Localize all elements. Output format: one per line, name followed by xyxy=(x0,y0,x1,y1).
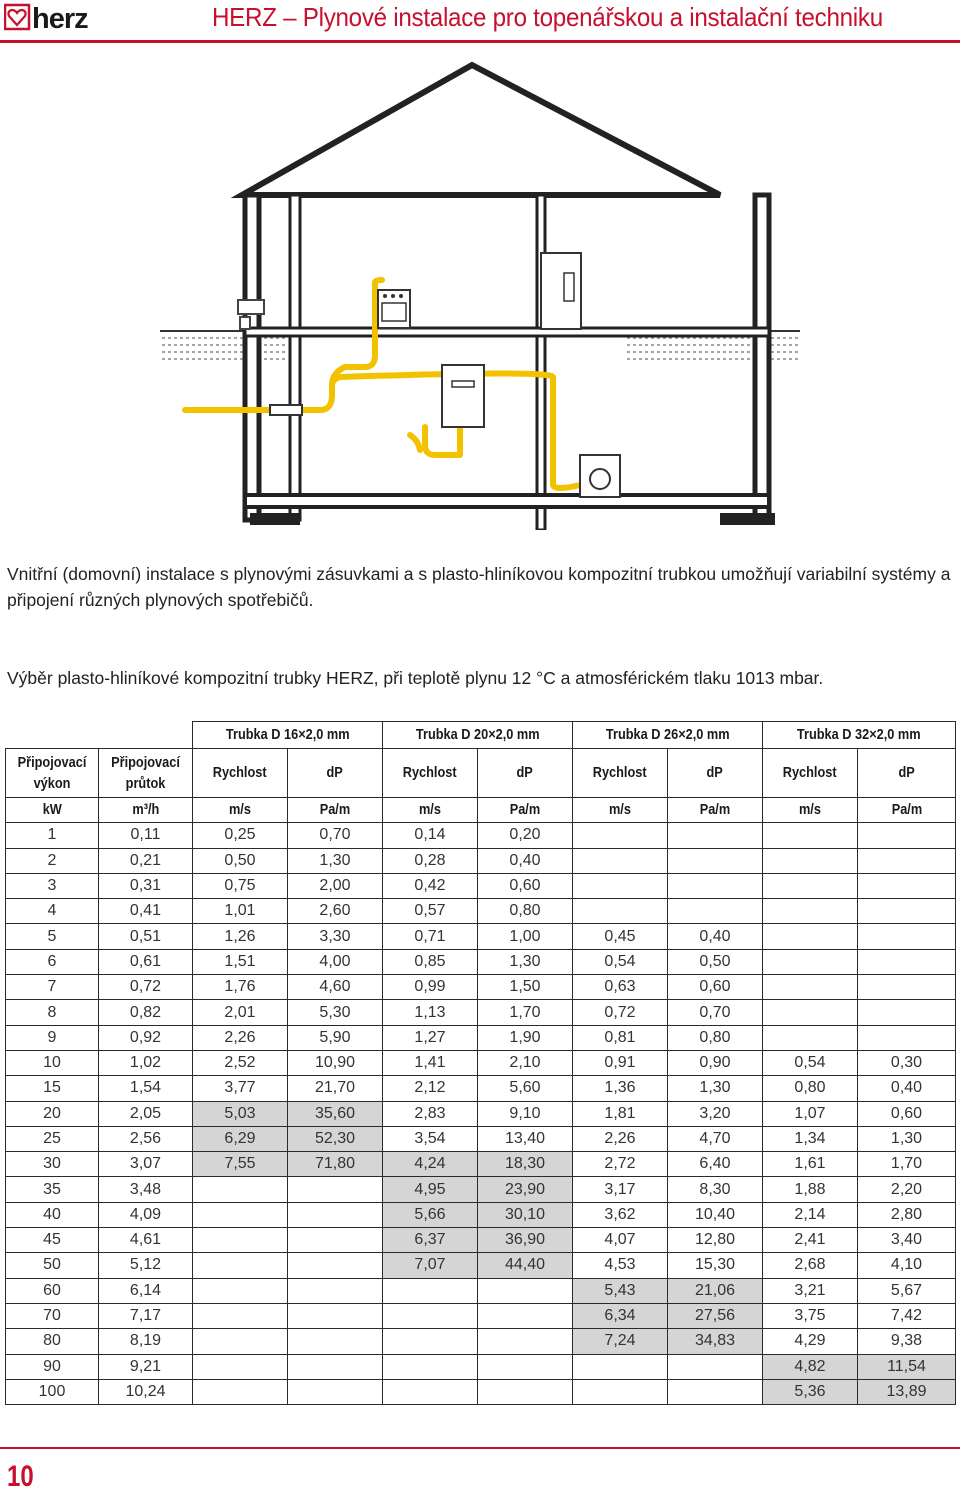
table-cell: 0,50 xyxy=(193,848,288,873)
table-cell: 0,90 xyxy=(668,1050,763,1075)
table-cell: 0,30 xyxy=(858,1050,956,1075)
table-cell: 1,34 xyxy=(763,1126,858,1151)
table-cell: 2,00 xyxy=(288,873,383,898)
table-cell: 2,26 xyxy=(193,1025,288,1050)
table-cell: 1,61 xyxy=(763,1152,858,1177)
table-cell: 30,10 xyxy=(478,1202,573,1227)
table-row xyxy=(6,1354,956,1379)
table-cell xyxy=(288,1177,383,1202)
group-header: Trubka D 32×2,0 mm xyxy=(763,722,956,749)
intro-paragraph: Vnitřní (domovní) instalace s plynovými zásuvkami a s plasto-hliníkovou kompozitní trubkou umožňují variabilní systémy a připojení různých plynových spotřebičů. xyxy=(7,564,951,610)
empty-corner xyxy=(6,722,193,749)
table-cell: 0,42 xyxy=(383,873,478,898)
table-cell xyxy=(763,848,858,873)
table-cell: 7,55 xyxy=(193,1152,288,1177)
table-cell: 3,20 xyxy=(668,1101,763,1126)
table-cell: 3,30 xyxy=(288,924,383,949)
table-cell xyxy=(668,1354,763,1379)
pipe-selection-table xyxy=(5,721,956,1405)
table-cell: 0,81 xyxy=(573,1025,668,1050)
table-row xyxy=(6,873,956,898)
table-cell xyxy=(193,1329,288,1354)
table-cell: 11,54 xyxy=(858,1354,956,1379)
table-row xyxy=(6,1228,956,1253)
table-cell: 0,11 xyxy=(99,823,193,848)
table-cell: 5,36 xyxy=(763,1379,858,1404)
table-cell: 0,40 xyxy=(478,848,573,873)
table-row xyxy=(6,1050,956,1075)
table-row xyxy=(6,1278,956,1303)
table-cell: 1,51 xyxy=(193,949,288,974)
table-cell: 9,10 xyxy=(478,1101,573,1126)
table-cell: 0,57 xyxy=(383,899,478,924)
table-cell: 0,28 xyxy=(383,848,478,873)
table-cell: 0,71 xyxy=(383,924,478,949)
table-cell: 27,56 xyxy=(668,1303,763,1328)
table-cell: 1,00 xyxy=(478,924,573,949)
table-cell: 2,60 xyxy=(288,899,383,924)
table-cell: 4,29 xyxy=(763,1329,858,1354)
table-cell: 60 xyxy=(6,1278,99,1303)
table-cell xyxy=(288,1202,383,1227)
table-row xyxy=(6,1202,956,1227)
table-cell: 3,21 xyxy=(763,1278,858,1303)
table-cell: 0,25 xyxy=(193,823,288,848)
table-cell: 18,30 xyxy=(478,1152,573,1177)
sub-header: dP xyxy=(288,749,383,798)
table-cell: 4,60 xyxy=(288,975,383,1000)
sub-header: Rychlost xyxy=(193,749,288,798)
table-cell: 1,01 xyxy=(193,899,288,924)
table-row xyxy=(6,1379,956,1404)
table-cell xyxy=(478,1278,573,1303)
table-cell xyxy=(573,873,668,898)
table-cell xyxy=(858,975,956,1000)
table-cell xyxy=(668,873,763,898)
table-cell xyxy=(478,1354,573,1379)
table-cell xyxy=(858,1025,956,1050)
table-cell: 0,80 xyxy=(668,1025,763,1050)
table-cell: 2,72 xyxy=(573,1152,668,1177)
table-cell xyxy=(288,1228,383,1253)
table-cell: 30 xyxy=(6,1152,99,1177)
table-cell: 4,10 xyxy=(858,1253,956,1278)
table-row xyxy=(6,924,956,949)
table-cell: 0,41 xyxy=(99,899,193,924)
table-cell xyxy=(858,848,956,873)
table-cell xyxy=(288,1253,383,1278)
table-cell: 35 xyxy=(6,1177,99,1202)
sub-header: dP xyxy=(668,749,763,798)
table-row xyxy=(6,848,956,873)
table-cell: 0,85 xyxy=(383,949,478,974)
table-cell: 5,66 xyxy=(383,1202,478,1227)
table-cell xyxy=(193,1202,288,1227)
table-cell: 8,30 xyxy=(668,1177,763,1202)
table-cell: 3,48 xyxy=(99,1177,193,1202)
table-cell xyxy=(478,1379,573,1404)
unit-cell: m/s xyxy=(573,798,668,823)
table-cell xyxy=(573,1379,668,1404)
table-cell: 0,61 xyxy=(99,949,193,974)
table-cell: 1,76 xyxy=(193,975,288,1000)
table-cell: 0,40 xyxy=(858,1076,956,1101)
table-row xyxy=(6,1076,956,1101)
table-cell xyxy=(193,1177,288,1202)
selection-paragraph: Výběr plasto-hliníkové kompozitní trubky HERZ, při teplotě plynu 12 °C a atmosférickém tlaku 1013 mbar. xyxy=(7,668,824,688)
table-cell: 0,63 xyxy=(573,975,668,1000)
table-cell: 1,27 xyxy=(383,1025,478,1050)
table-cell: 5,12 xyxy=(99,1253,193,1278)
table-cell: 5,03 xyxy=(193,1101,288,1126)
table-cell: 4,24 xyxy=(383,1152,478,1177)
table-cell: 0,60 xyxy=(858,1101,956,1126)
table-cell: 5,43 xyxy=(573,1278,668,1303)
table-cell: 6,14 xyxy=(99,1278,193,1303)
table-row xyxy=(6,949,956,974)
sub-header: Rychlost xyxy=(573,749,668,798)
table-cell: 5 xyxy=(6,924,99,949)
table-cell: 70 xyxy=(6,1303,99,1328)
table-cell: 80 xyxy=(6,1329,99,1354)
table-cell: 7,07 xyxy=(383,1253,478,1278)
table-cell: 2,01 xyxy=(193,1000,288,1025)
table-cell xyxy=(763,873,858,898)
table-cell: 15,30 xyxy=(668,1253,763,1278)
table-cell xyxy=(573,823,668,848)
table-cell: 3,54 xyxy=(383,1126,478,1151)
table-cell: 10,90 xyxy=(288,1050,383,1075)
table-cell: 2,14 xyxy=(763,1202,858,1227)
table-cell xyxy=(288,1278,383,1303)
table-cell: 2,56 xyxy=(99,1126,193,1151)
svg-text:herz: herz xyxy=(32,3,88,33)
table-cell xyxy=(383,1303,478,1328)
table-cell: 1,90 xyxy=(478,1025,573,1050)
table-cell: 7 xyxy=(6,975,99,1000)
unit-cell: Pa/m xyxy=(288,798,383,823)
unit-cell: m/s xyxy=(193,798,288,823)
page-header xyxy=(0,0,960,44)
table-cell: 9,21 xyxy=(99,1354,193,1379)
table-cell: 1,41 xyxy=(383,1050,478,1075)
table-cell xyxy=(193,1379,288,1404)
table-cell: 100 xyxy=(6,1379,99,1404)
unit-cell: Pa/m xyxy=(478,798,573,823)
table-cell xyxy=(763,1025,858,1050)
table-row xyxy=(6,823,956,848)
table-cell xyxy=(573,1354,668,1379)
sub-header: Rychlost xyxy=(763,749,858,798)
table-cell: 0,72 xyxy=(99,975,193,1000)
table-cell xyxy=(288,1303,383,1328)
sub-header: Rychlost xyxy=(383,749,478,798)
table-cell: 1,70 xyxy=(858,1152,956,1177)
table-cell: 0,80 xyxy=(478,899,573,924)
footer-rule xyxy=(0,1447,960,1449)
table-cell: 0,54 xyxy=(573,949,668,974)
table-cell: 15 xyxy=(6,1076,99,1101)
table-cell: 21,70 xyxy=(288,1076,383,1101)
table-cell: 9,38 xyxy=(858,1329,956,1354)
header-rule xyxy=(0,40,960,43)
table-cell: 1,02 xyxy=(99,1050,193,1075)
table-cell xyxy=(288,1329,383,1354)
table-cell xyxy=(668,823,763,848)
table-cell: 13,89 xyxy=(858,1379,956,1404)
group-header-row xyxy=(6,722,956,749)
table-cell: 7,24 xyxy=(573,1329,668,1354)
table-cell: 0,60 xyxy=(668,975,763,1000)
unit-cell: kW xyxy=(6,798,99,823)
table-cell: 35,60 xyxy=(288,1101,383,1126)
unit-cell: m/s xyxy=(763,798,858,823)
table-cell: 7,42 xyxy=(858,1303,956,1328)
table-cell: 23,90 xyxy=(478,1177,573,1202)
table-cell: 1,07 xyxy=(763,1101,858,1126)
table-cell: 6,37 xyxy=(383,1228,478,1253)
table-row xyxy=(6,1000,956,1025)
table-cell: 1,30 xyxy=(478,949,573,974)
table-cell xyxy=(478,1329,573,1354)
table-cell xyxy=(858,873,956,898)
table-cell: 10,40 xyxy=(668,1202,763,1227)
table-cell: 2,20 xyxy=(858,1177,956,1202)
table-cell: 2,41 xyxy=(763,1228,858,1253)
table-cell: 1,30 xyxy=(858,1126,956,1151)
table-cell: 5,60 xyxy=(478,1076,573,1101)
table-cell: 2,12 xyxy=(383,1076,478,1101)
table-cell: 0,14 xyxy=(383,823,478,848)
table-row xyxy=(6,975,956,1000)
table-cell xyxy=(858,899,956,924)
table-cell: 0,92 xyxy=(99,1025,193,1050)
table-cell: 34,83 xyxy=(668,1329,763,1354)
table-cell: 0,31 xyxy=(99,873,193,898)
table-row xyxy=(6,1303,956,1328)
table-cell: 20 xyxy=(6,1101,99,1126)
table-cell: 2,05 xyxy=(99,1101,193,1126)
table-cell xyxy=(858,949,956,974)
table-cell: 0,70 xyxy=(668,1000,763,1025)
table-cell: 1,13 xyxy=(383,1000,478,1025)
table-cell: 5,30 xyxy=(288,1000,383,1025)
table-cell xyxy=(383,1354,478,1379)
table-cell: 52,30 xyxy=(288,1126,383,1151)
power-header: Připojovací výkon xyxy=(6,749,99,798)
table-cell xyxy=(763,823,858,848)
column-header-row xyxy=(6,749,956,798)
table-cell xyxy=(858,924,956,949)
group-header: Trubka D 26×2,0 mm xyxy=(573,722,763,749)
table-cell: 0,91 xyxy=(573,1050,668,1075)
table-cell: 10 xyxy=(6,1050,99,1075)
table-cell: 0,80 xyxy=(763,1076,858,1101)
table-row xyxy=(6,1025,956,1050)
table-cell xyxy=(193,1354,288,1379)
table-cell: 3,17 xyxy=(573,1177,668,1202)
table-cell xyxy=(573,899,668,924)
units-row xyxy=(6,798,956,823)
unit-cell: m³/h xyxy=(99,798,193,823)
table-row xyxy=(6,1101,956,1126)
sub-header: dP xyxy=(858,749,956,798)
table-row xyxy=(6,1253,956,1278)
house-gas-installation-illustration xyxy=(160,55,800,530)
table-cell: 6 xyxy=(6,949,99,974)
table-cell: 0,40 xyxy=(668,924,763,949)
table-cell: 21,06 xyxy=(668,1278,763,1303)
table-cell: 0,99 xyxy=(383,975,478,1000)
table-row xyxy=(6,1152,956,1177)
table-cell: 36,90 xyxy=(478,1228,573,1253)
table-cell: 6,29 xyxy=(193,1126,288,1151)
table-cell: 71,80 xyxy=(288,1152,383,1177)
table-cell: 1,30 xyxy=(288,848,383,873)
table-cell: 1,70 xyxy=(478,1000,573,1025)
table-cell xyxy=(383,1278,478,1303)
table-row xyxy=(6,1126,956,1151)
table-cell: 4,53 xyxy=(573,1253,668,1278)
table-row xyxy=(6,1329,956,1354)
table-cell: 50 xyxy=(6,1253,99,1278)
table-cell: 2,52 xyxy=(193,1050,288,1075)
table-row xyxy=(6,899,956,924)
table-cell xyxy=(193,1303,288,1328)
group-header: Trubka D 16×2,0 mm xyxy=(193,722,383,749)
table-cell: 2 xyxy=(6,848,99,873)
table-cell: 5,90 xyxy=(288,1025,383,1050)
table-cell xyxy=(573,848,668,873)
table-cell: 0,70 xyxy=(288,823,383,848)
table-cell: 4,70 xyxy=(668,1126,763,1151)
table-cell xyxy=(668,1379,763,1404)
table-cell: 1,36 xyxy=(573,1076,668,1101)
table-cell: 4,00 xyxy=(288,949,383,974)
unit-cell: Pa/m xyxy=(668,798,763,823)
table-cell: 0,45 xyxy=(573,924,668,949)
table-cell: 8,19 xyxy=(99,1329,193,1354)
table-cell: 4,82 xyxy=(763,1354,858,1379)
table-cell: 1 xyxy=(6,823,99,848)
group-header: Trubka D 20×2,0 mm xyxy=(383,722,573,749)
table-cell: 0,75 xyxy=(193,873,288,898)
table-cell: 0,72 xyxy=(573,1000,668,1025)
table-cell: 1,50 xyxy=(478,975,573,1000)
table-cell xyxy=(478,1303,573,1328)
table-cell xyxy=(763,924,858,949)
table-cell: 6,40 xyxy=(668,1152,763,1177)
page-number: 10 xyxy=(7,1460,34,1493)
table-cell xyxy=(193,1253,288,1278)
herz-logo xyxy=(4,3,132,33)
table-cell: 2,26 xyxy=(573,1126,668,1151)
table-row xyxy=(6,1177,956,1202)
table-cell: 40 xyxy=(6,1202,99,1227)
table-cell: 0,60 xyxy=(478,873,573,898)
table-cell: 5,67 xyxy=(858,1278,956,1303)
table-cell xyxy=(383,1379,478,1404)
table-body xyxy=(6,823,956,1405)
table-cell: 2,80 xyxy=(858,1202,956,1227)
table-cell: 44,40 xyxy=(478,1253,573,1278)
table-cell: 12,80 xyxy=(668,1228,763,1253)
table-cell: 0,21 xyxy=(99,848,193,873)
unit-cell: Pa/m xyxy=(858,798,956,823)
table-cell: 0,54 xyxy=(763,1050,858,1075)
table-cell: 45 xyxy=(6,1228,99,1253)
table-cell: 4,95 xyxy=(383,1177,478,1202)
table-cell: 0,50 xyxy=(668,949,763,974)
table-cell: 2,10 xyxy=(478,1050,573,1075)
table-cell: 9 xyxy=(6,1025,99,1050)
table-cell xyxy=(858,823,956,848)
page-title: HERZ – Plynové instalace pro topenářskou a instalační techniku xyxy=(212,2,883,32)
table-cell: 4,61 xyxy=(99,1228,193,1253)
table-cell: 6,34 xyxy=(573,1303,668,1328)
table-cell xyxy=(763,975,858,1000)
table-cell: 3,75 xyxy=(763,1303,858,1328)
table-cell xyxy=(193,1228,288,1253)
unit-cell: m/s xyxy=(383,798,478,823)
table-cell: 2,68 xyxy=(763,1253,858,1278)
table-cell: 0,20 xyxy=(478,823,573,848)
table-cell: 4,09 xyxy=(99,1202,193,1227)
flow-header: Připojovací průtok xyxy=(99,749,193,798)
table-cell: 0,82 xyxy=(99,1000,193,1025)
table-cell xyxy=(763,949,858,974)
table-cell: 4 xyxy=(6,899,99,924)
table-cell: 1,30 xyxy=(668,1076,763,1101)
table-cell xyxy=(668,848,763,873)
table-cell: 8 xyxy=(6,1000,99,1025)
table-cell xyxy=(288,1379,383,1404)
table-cell: 25 xyxy=(6,1126,99,1151)
table-cell: 13,40 xyxy=(478,1126,573,1151)
table-cell: 3,62 xyxy=(573,1202,668,1227)
table-cell: 3,40 xyxy=(858,1228,956,1253)
table-cell: 1,26 xyxy=(193,924,288,949)
table-cell xyxy=(763,1000,858,1025)
table-cell: 90 xyxy=(6,1354,99,1379)
table-cell: 1,88 xyxy=(763,1177,858,1202)
table-cell: 4,07 xyxy=(573,1228,668,1253)
table-cell xyxy=(763,899,858,924)
table-cell: 10,24 xyxy=(99,1379,193,1404)
table-cell: 1,54 xyxy=(99,1076,193,1101)
table-cell: 3,77 xyxy=(193,1076,288,1101)
sub-header: dP xyxy=(478,749,573,798)
table-cell: 1,81 xyxy=(573,1101,668,1126)
table-cell: 0,51 xyxy=(99,924,193,949)
table-cell xyxy=(858,1000,956,1025)
table-cell: 3,07 xyxy=(99,1152,193,1177)
table-cell: 2,83 xyxy=(383,1101,478,1126)
table-cell xyxy=(288,1354,383,1379)
table-cell xyxy=(668,899,763,924)
table-cell: 7,17 xyxy=(99,1303,193,1328)
table-cell xyxy=(193,1278,288,1303)
table-cell: 3 xyxy=(6,873,99,898)
table-cell xyxy=(383,1329,478,1354)
